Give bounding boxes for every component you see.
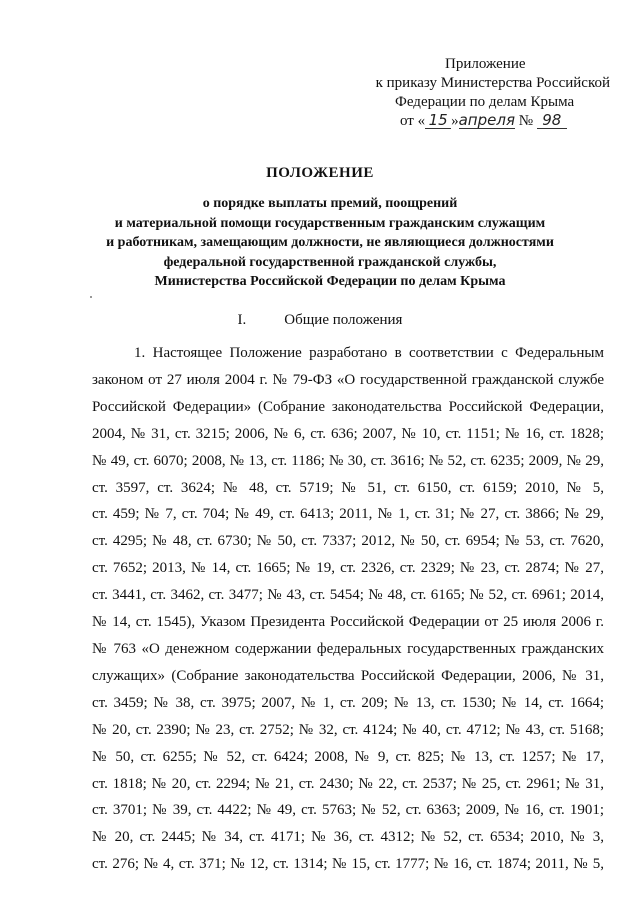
scan-speck: [90, 296, 92, 298]
body-line: № 14, ст. 1545), Указом Президента Российской Федерации от 25 июля 2006 г.: [92, 614, 604, 631]
subtitle-line: и работникам, замещающим должности, не являющиеся должностями: [106, 235, 554, 250]
body-line: № 50, ст. 6255; № 52, ст. 6424; 2008, № 9, ст. 825; № 13, ст. 1257; № 17,: [92, 748, 604, 765]
body-line: ст. 3597, ст. 3624; № 48, ст. 5719; № 51, ст. 6150, ст. 6159; 2010, № 5,: [92, 479, 604, 496]
body-line: 1. Настоящее Положение разработано в соответствии с Федеральным: [134, 345, 604, 361]
body-line: № 20, ст. 2390; № 23, ст. 2752; № 32, ст. 4124; № 40, ст. 4712; № 43, ст. 5168;: [92, 721, 604, 738]
body-line: ст. 3459; № 38, ст. 3975; 2007, № 1, ст. 209; № 13, ст. 1530; № 14, ст. 1664;: [92, 694, 604, 711]
subtitle-line: Министерства Российской Федерации по делам Крыма: [154, 274, 506, 289]
date-prefix: от «: [400, 113, 426, 129]
appendix-order-ref: к приказу Министерства Российской: [375, 75, 610, 91]
body-paragraph: [92, 340, 604, 878]
body-line: ст. 276; № 4, ст. 371; № 12, ст. 1314; № 15, ст. 1777; № 16, ст. 1874; 2011, № 5,: [92, 856, 604, 873]
handwritten-month: апреля: [458, 111, 515, 129]
subtitle-line: о порядке выплаты премий, поощрений: [202, 196, 458, 211]
body-line: ст. 459; № 7, ст. 704; № 49, ст. 6413; 2011, № 1, ст. 31; № 27, ст. 3866; № 29,: [92, 506, 604, 523]
body-line: ст. 3701; № 39, ст. 4422; № 49, ст. 5763; № 52, ст. 6363; 2009, № 16, ст. 1901;: [92, 802, 604, 819]
subtitle-line: федеральной государственной гражданской службы,: [163, 254, 497, 270]
section-heading: [0, 312, 640, 329]
document-title: ПОЛОЖЕНИЕ: [266, 165, 374, 181]
number-sign: №: [518, 113, 534, 129]
appendix-block: [360, 55, 610, 131]
handwritten-day: 15: [425, 113, 451, 129]
subtitle-line: и материальной помощи государственным гражданским служащим: [114, 215, 546, 231]
body-line: № 20, ст. 2445; № 34, ст. 4171; № 36, ст. 4312; № 52, ст. 6534; 2010, № 3,: [92, 829, 604, 846]
body-line: законом от 27 июля 2004 г. № 79-ФЗ «О государственной гражданской службе: [92, 371, 604, 388]
document-subtitle: [100, 194, 560, 292]
body-line: ст. 4295; № 48, ст. 6730; № 50, ст. 7337; 2012, № 50, ст. 6954; № 53, ст. 7620,: [92, 533, 604, 550]
body-line: ст. 3441, ст. 3462, ст. 3477; № 43, ст. 5454; № 48, ст. 6165; № 52, ст. 6961; 2014,: [92, 587, 604, 604]
body-line: № 49, ст. 6070; 2008, № 13, ст. 1186; № 30, ст. 3616; № 52, ст. 6235; 2009, № 29,: [92, 452, 604, 469]
body-line: № 763 «О денежном содержании федеральных государственных гражданских: [92, 640, 604, 657]
body-line: ст. 7652; 2013, № 14, ст. 1665; № 19, ст. 2326, ст. 2329; № 23, ст. 2874; № 27,: [92, 560, 604, 577]
section-number: I.: [237, 312, 247, 328]
appendix-ministry: Федерации по делам Крыма: [395, 94, 575, 110]
body-line: ст. 1818; № 20, ст. 2294; № 21, ст. 2430; № 22, ст. 2537; № 25, ст. 2961; № 31,: [92, 775, 604, 792]
body-line: 2004, № 31, ст. 3215; 2006, № 6, ст. 636; 2007, № 10, ст. 1151; № 16, ст. 1828;: [92, 425, 604, 442]
section-title: Общие положения: [284, 312, 403, 328]
body-line: Российской Федерации» (Собрание законодательства Российской Федерации,: [92, 398, 604, 415]
date-quote-close: »: [451, 113, 459, 129]
appendix-label: Приложение: [445, 56, 526, 72]
appendix-date-line: [360, 112, 610, 131]
handwritten-number: 98: [537, 113, 567, 129]
body-line: служащих» (Собрание законодательства Российской Федерации, 2006, № 31,: [92, 667, 604, 684]
